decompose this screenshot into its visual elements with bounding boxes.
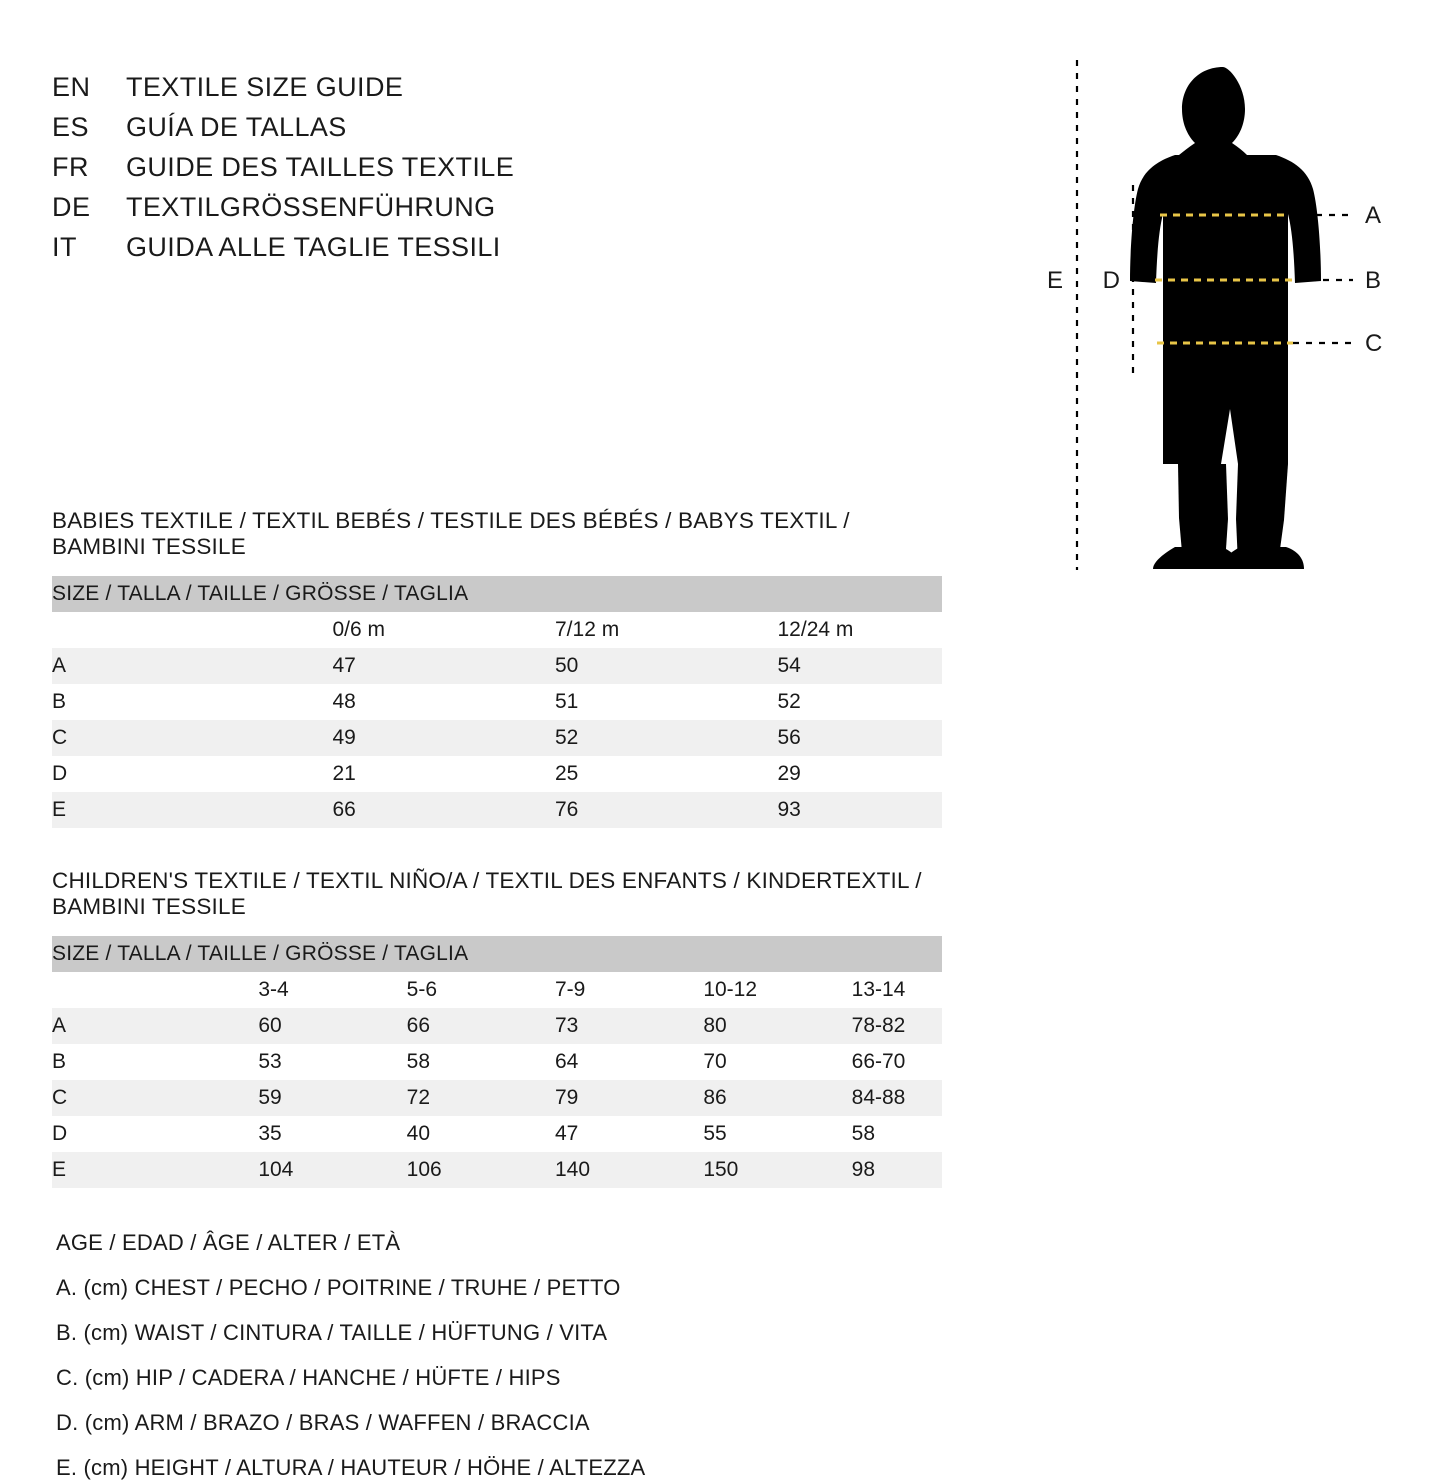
- cell: 93: [720, 792, 943, 828]
- language-title: GUIDE DES TAILLES TEXTILE: [126, 152, 515, 182]
- cell: 47: [275, 648, 498, 684]
- language-title: GUÍA DE TALLAS: [126, 112, 347, 142]
- babies-column-header-row: [52, 612, 942, 648]
- table-row: [52, 648, 942, 684]
- cell: 50: [497, 648, 720, 684]
- legend-line-arm: D. (cm) ARM / BRAZO / BRAS / WAFFEN / BRACCIA: [56, 1410, 590, 1435]
- cell: 51: [497, 684, 720, 720]
- legend-line-hip: C. (cm) HIP / CADERA / HANCHE / HÜFTE / HIPS: [56, 1365, 561, 1390]
- cell: 66-70: [794, 1044, 942, 1080]
- cell: 21: [275, 756, 498, 792]
- children-column-header-row: [52, 972, 942, 1008]
- cell: 78-82: [794, 1008, 942, 1044]
- row-label: D: [52, 756, 275, 792]
- cell: 86: [645, 1080, 793, 1116]
- table-row: [52, 1008, 942, 1044]
- table-row: [52, 720, 942, 756]
- language-row: [52, 192, 692, 223]
- figure-label-b: B: [1365, 267, 1382, 294]
- language-title: TEXTILGRÖSSENFÜHRUNG: [126, 192, 496, 222]
- language-code: DE: [52, 192, 91, 222]
- row-label: C: [52, 1080, 200, 1116]
- cell: 59: [200, 1080, 348, 1116]
- table-row: [52, 1080, 942, 1116]
- babies-col-0: 0/6 m: [275, 612, 498, 648]
- cell: 76: [497, 792, 720, 828]
- cell: 49: [275, 720, 498, 756]
- children-col-3: 10-12: [645, 972, 793, 1008]
- cell: 150: [645, 1152, 793, 1188]
- figure-label-c: C: [1365, 330, 1383, 357]
- legend-line-chest: A. (cm) CHEST / PECHO / POITRINE / TRUHE / PETTO: [56, 1275, 621, 1300]
- cell: 80: [645, 1008, 793, 1044]
- cell: 29: [720, 756, 943, 792]
- cell: 54: [720, 648, 943, 684]
- babies-col-2: 12/24 m: [720, 612, 943, 648]
- babies-section-title: BABIES TEXTILE / TEXTIL BEBÉS / TESTILE DES BÉBÉS / BABYS TEXTIL / BAMBINI TESSILE: [52, 508, 850, 559]
- cell: 35: [200, 1116, 348, 1152]
- cell: 66: [349, 1008, 497, 1044]
- babies-band-label: SIZE / TALLA / TAILLE / GRÖSSE / TAGLIA: [52, 576, 942, 612]
- babies-section: [52, 508, 942, 828]
- row-label: D: [52, 1116, 200, 1152]
- language-row: [52, 72, 692, 103]
- body-measurement-figure: [1035, 55, 1405, 575]
- cell: 72: [349, 1080, 497, 1116]
- cell: 52: [497, 720, 720, 756]
- child-silhouette: [1130, 67, 1321, 569]
- row-label: A: [52, 1008, 200, 1044]
- children-section-title: CHILDREN'S TEXTILE / TEXTIL NIÑO/A / TEXTIL DES ENFANTS / KINDERTEXTIL / BAMBINI TESSILE: [52, 868, 922, 919]
- children-col-0: 3-4: [200, 972, 348, 1008]
- cell: 79: [497, 1080, 645, 1116]
- language-row: [52, 152, 692, 183]
- cell: 55: [645, 1116, 793, 1152]
- cell: 73: [497, 1008, 645, 1044]
- babies-size-table: [52, 576, 942, 828]
- figure-label-a: A: [1365, 202, 1382, 229]
- table-row: [52, 756, 942, 792]
- figure-label-d: D: [1102, 267, 1120, 294]
- cell: 60: [200, 1008, 348, 1044]
- language-code: ES: [52, 112, 90, 142]
- cell: 58: [349, 1044, 497, 1080]
- cell: 40: [349, 1116, 497, 1152]
- children-col-4: 13-14: [794, 972, 942, 1008]
- cell: 104: [200, 1152, 348, 1188]
- table-row: [52, 684, 942, 720]
- language-code: IT: [52, 232, 77, 262]
- children-band-row: [52, 936, 942, 972]
- cell: 48: [275, 684, 498, 720]
- language-row: [52, 112, 692, 143]
- legend-line-age: AGE / EDAD / ÂGE / ALTER / ETÀ: [56, 1230, 401, 1255]
- language-title: TEXTILE SIZE GUIDE: [126, 72, 404, 102]
- row-label: E: [52, 792, 275, 828]
- cell: 64: [497, 1044, 645, 1080]
- language-code: FR: [52, 152, 89, 182]
- children-size-table: [52, 936, 942, 1188]
- cell: 140: [497, 1152, 645, 1188]
- children-col-1: 5-6: [349, 972, 497, 1008]
- babies-col-1: 7/12 m: [497, 612, 720, 648]
- language-code: EN: [52, 72, 91, 102]
- figure-label-e: E: [1046, 267, 1063, 294]
- table-row: [52, 1044, 942, 1080]
- cell: 70: [645, 1044, 793, 1080]
- table-row: [52, 1116, 942, 1152]
- row-label: A: [52, 648, 275, 684]
- legend-line-height: E. (cm) HEIGHT / ALTURA / HAUTEUR / HÖHE / ALTEZZA: [56, 1455, 646, 1480]
- row-label: B: [52, 684, 275, 720]
- row-label: E: [52, 1152, 200, 1188]
- cell: 56: [720, 720, 943, 756]
- cell: 52: [720, 684, 943, 720]
- legend-line-waist: B. (cm) WAIST / CINTURA / TAILLE / HÜFTUNG / VITA: [56, 1320, 608, 1345]
- language-title: GUIDA ALLE TAGLIE TESSILI: [126, 232, 501, 262]
- cell: 58: [794, 1116, 942, 1152]
- table-row: [52, 792, 942, 828]
- table-row: [52, 1152, 942, 1188]
- cell: 66: [275, 792, 498, 828]
- language-row: [52, 232, 692, 263]
- cell: 84-88: [794, 1080, 942, 1116]
- language-title-block: [52, 72, 692, 272]
- children-section: [52, 868, 942, 1188]
- cell: 53: [200, 1044, 348, 1080]
- children-col-2: 7-9: [497, 972, 645, 1008]
- cell: 25: [497, 756, 720, 792]
- babies-band-row: [52, 576, 942, 612]
- cell: 47: [497, 1116, 645, 1152]
- children-band-label: SIZE / TALLA / TAILLE / GRÖSSE / TAGLIA: [52, 936, 942, 972]
- cell: 106: [349, 1152, 497, 1188]
- row-label: C: [52, 720, 275, 756]
- measurement-legend: [52, 1230, 1393, 1481]
- cell: 98: [794, 1152, 942, 1188]
- row-label: B: [52, 1044, 200, 1080]
